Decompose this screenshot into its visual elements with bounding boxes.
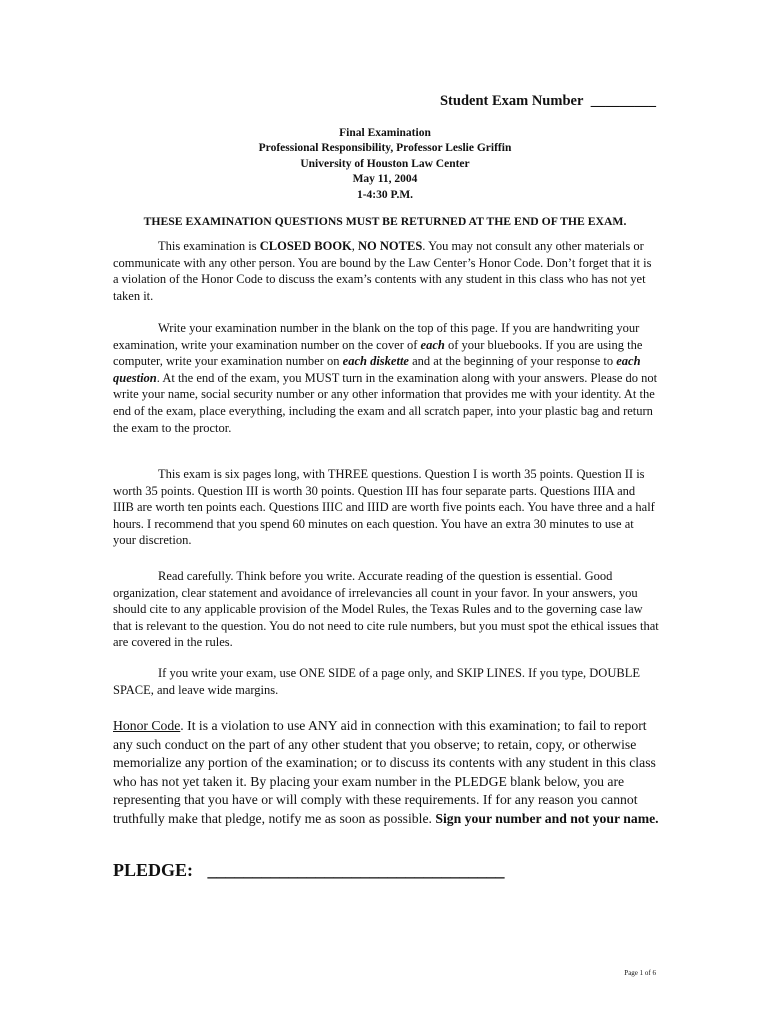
- p1-text-3: . You may not consult any other materials or communicate with any other person. You are bound by the Law Center’s Honor Code. Don’t forget that it is a violation of the Honor Code to discuss the exam’s contents with any student in this class who has not yet taken it.: [113, 239, 652, 303]
- each-question-emphasis: each question: [113, 354, 641, 385]
- no-notes-emphasis: NO NOTES: [358, 239, 423, 253]
- p3-text: This exam is six pages long, with THREE questions. Question I is worth 35 points. Question II is worth 35 points. Question III is worth 30 points. Question III has four separate parts. Questions IIIA and IIIB are worth ten points each. Questions IIIC and IIID are worth five points each. You have three and a half hours. I recommend that you spend 60 minutes on each question. You have an extra 30 minutes to use at your discretion.: [113, 467, 655, 548]
- instructions-exam-length: [113, 466, 659, 549]
- p1-text-1: This examination is: [158, 239, 260, 253]
- return-notice: THESE EXAMINATION QUESTIONS MUST BE RETURNED AT THE END OF THE EXAM.: [143, 215, 627, 228]
- p2-text-4: . At the end of the exam, you MUST turn in the examination along with your answers. Please do not write your name, social security number or any other information that provides me with your identity. At the end of the exam, place everything, including the exam and all scratch paper, into your plastic bag and return the exam to the proctor.: [113, 370, 658, 435]
- each-emphasis: each: [420, 337, 445, 352]
- p1-text-2: ,: [351, 239, 359, 253]
- honor-code-title: Honor Code: [113, 718, 181, 733]
- p2-text-1: Write your examination number in the blank on the top of this page. If you are handwriting your examination, write your examination number on the cover of: [113, 321, 640, 352]
- instructions-read-carefully: [113, 568, 659, 651]
- exam-date: May 11, 2004: [352, 173, 418, 186]
- pledge-blank-line: _________________________________: [207, 860, 505, 880]
- school-line: University of Houston Law Center: [300, 157, 470, 170]
- honor-code-body: . It is a violation to use ANY aid in connection with this examination; to fail to report any such conduct on the part of any other student that you observe; to retain, copy, or otherwise memorialize any portion of the examination; or to discuss its contents with any student in this class who has not yet taken it. By placing your exam number in the PLEDGE blank below, you are representing that you have or will comply with these requirements. If for any reason you cannot truthfully make that pledge, notify me as soon as possible.: [113, 718, 656, 826]
- exam-title: Final Examination: [339, 127, 431, 139]
- instructions-formatting: [113, 665, 659, 698]
- honor-code-sign-instruction: Sign your number and not your name.: [435, 810, 659, 826]
- exam-header: [0, 126, 770, 203]
- p2-text-3: and at the beginning of your response to: [408, 354, 617, 369]
- exam-number-label: Student Exam Number: [439, 93, 584, 109]
- pledge-field: [113, 860, 505, 881]
- student-exam-number: [440, 93, 656, 110]
- p5-text: If you write your exam, use ONE SIDE of a page only, and SKIP LINES. If you type, DOUBLE SPACE, and leave wide margins.: [113, 666, 640, 697]
- instructions-exam-number: [113, 320, 659, 436]
- pledge-label: PLEDGE:: [113, 860, 194, 880]
- course-line: Professional Responsibility, Professor Leslie Griffin: [258, 142, 512, 155]
- instructions-closed-book: [113, 238, 659, 304]
- each-diskette-emphasis: each diskette: [342, 354, 409, 369]
- closed-book-emphasis: CLOSED BOOK: [259, 239, 352, 253]
- honor-code: [113, 717, 660, 829]
- p4-text: Read carefully. Think before you write. Accurate reading of the question is essential. Good organization, clear statement and avoidance of irrelevancies all count in your favor. In your answers, you should cite to any applicable provision of the Model Rules, the Texas Rules and to the governing case law that is relevant to the question. You do not need to cite rule numbers, but you must spot the ethical issues that are covered in the rules.: [113, 569, 659, 650]
- exam-time: 1-4:30 P.M.: [356, 188, 414, 201]
- exam-number-blank: _________: [590, 93, 656, 109]
- p2-text-2: of your bluebooks. If you are using the computer, write your examination number on: [113, 337, 643, 369]
- page-number: Page 1 of 6: [624, 969, 656, 977]
